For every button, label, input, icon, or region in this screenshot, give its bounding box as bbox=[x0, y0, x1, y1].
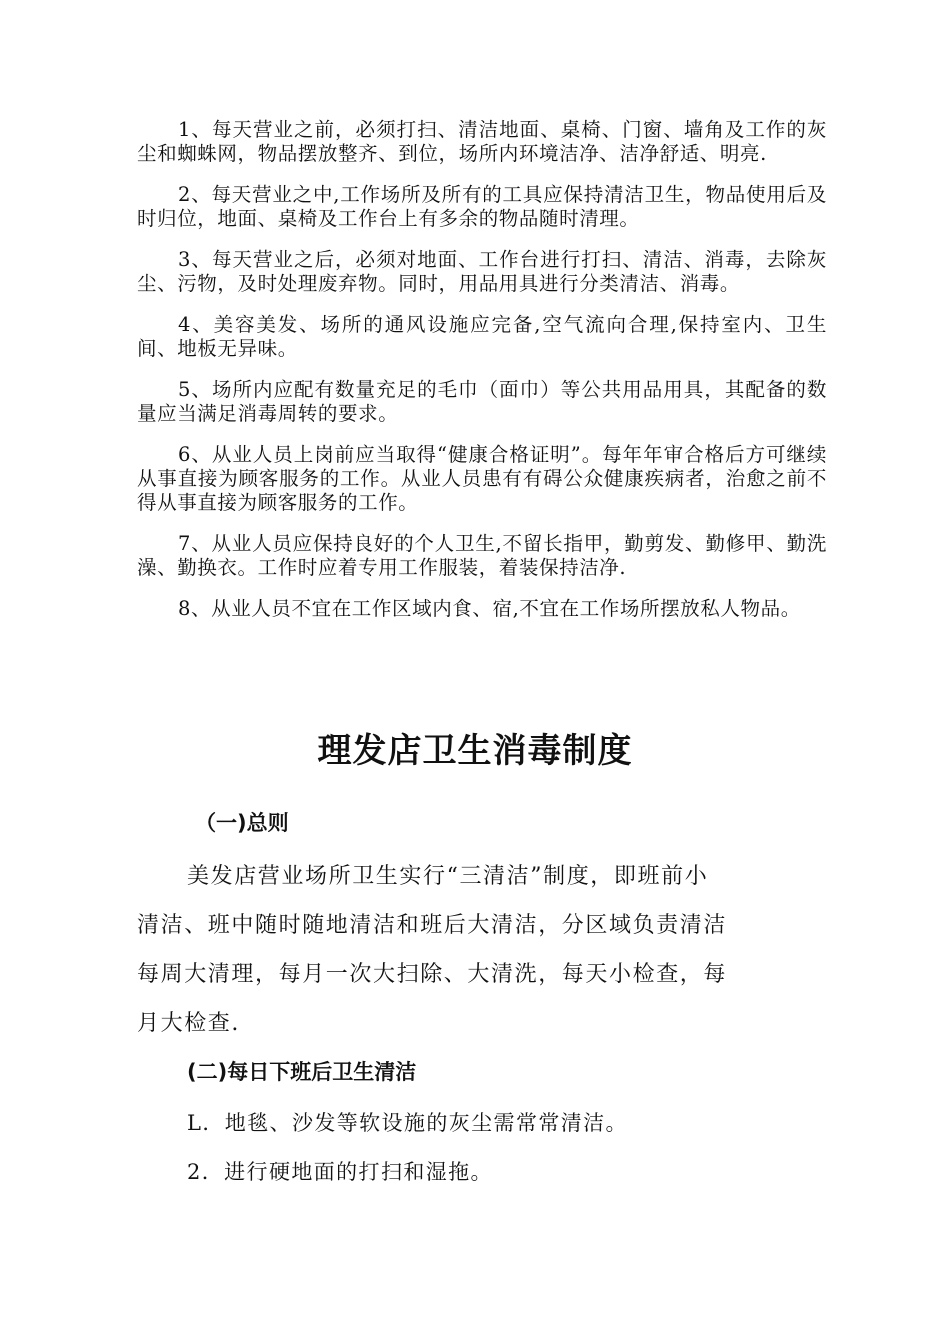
general-line-3: 每周大清理，每月一次大扫除、大清洗，每天小检查，每 bbox=[137, 962, 728, 987]
section-general-body bbox=[137, 852, 797, 1048]
general-line-2: 清洁、班中随时随地清洁和班后大清洁，分区域负责清洁 bbox=[137, 913, 728, 938]
rule-item-3: 3、每天营业之后，必须对地面、工作台进行打扫、清洁、消毒，去除灰尘、污物，及时处理废弃物。同时，用品用具进行分类清洁、消毒。 bbox=[137, 248, 827, 295]
general-line-4: 月大检查. bbox=[137, 1011, 240, 1036]
rule-item-7: 7、从业人员应保持良好的个人卫生,不留长指甲，勤剪发、勤修甲、勤洗澡、勤换衣。工作时应着专用工作服装，着装保持洁净. bbox=[137, 532, 827, 579]
document-title: 理发店卫生消毒制度 bbox=[317, 731, 633, 771]
rule-item-4: 4、美容美发、场所的通风设施应完备,空气流向合理,保持室内、卫生间、地板无异味。 bbox=[137, 313, 827, 360]
rule-item-8: 8、从业人员不宜在工作区域内食、宿,不宜在工作场所摆放私人物品。 bbox=[178, 597, 801, 620]
general-line-1: 美发店营业场所卫生实行“三清洁”制度，即班前小 bbox=[187, 864, 709, 889]
hygiene-rules-list bbox=[137, 118, 827, 638]
rule-item-5: 5、场所内应配有数量充足的毛巾（面巾）等公共用品用具，其配备的数量应当满足消毒周转的要求。 bbox=[137, 378, 827, 425]
section-general-heading: （一)总则 bbox=[195, 811, 289, 835]
daily-item-2: 2．进行硬地面的打扫和湿拖。 bbox=[187, 1160, 493, 1184]
daily-item-1: L．地毯、沙发等软设施的灰尘需常常清洁。 bbox=[187, 1111, 628, 1135]
rule-item-1: 1、每天营业之前，必须打扫、清洁地面、桌椅、门窗、墙角及工作的灰尘和蜘蛛网，物品摆放整齐、到位，场所内环境洁净、洁净舒适、明亮. bbox=[137, 118, 827, 165]
section-daily-heading: (二)每日下班后卫生清洁 bbox=[187, 1060, 417, 1084]
rule-item-2: 2、每天营业之中,工作场所及所有的工具应保持清洁卫生，物品使用后及时归位，地面、桌椅及工作台上有多余的物品随时清理。 bbox=[137, 183, 827, 230]
rule-item-6: 6、从业人员上岗前应当取得“健康合格证明”。每年年审合格后方可继续从事直接为顾客服务的工作。从业人员患有有碍公众健康疾病者，治愈之前不得从事直接为顾客服务的工作。 bbox=[137, 443, 827, 514]
